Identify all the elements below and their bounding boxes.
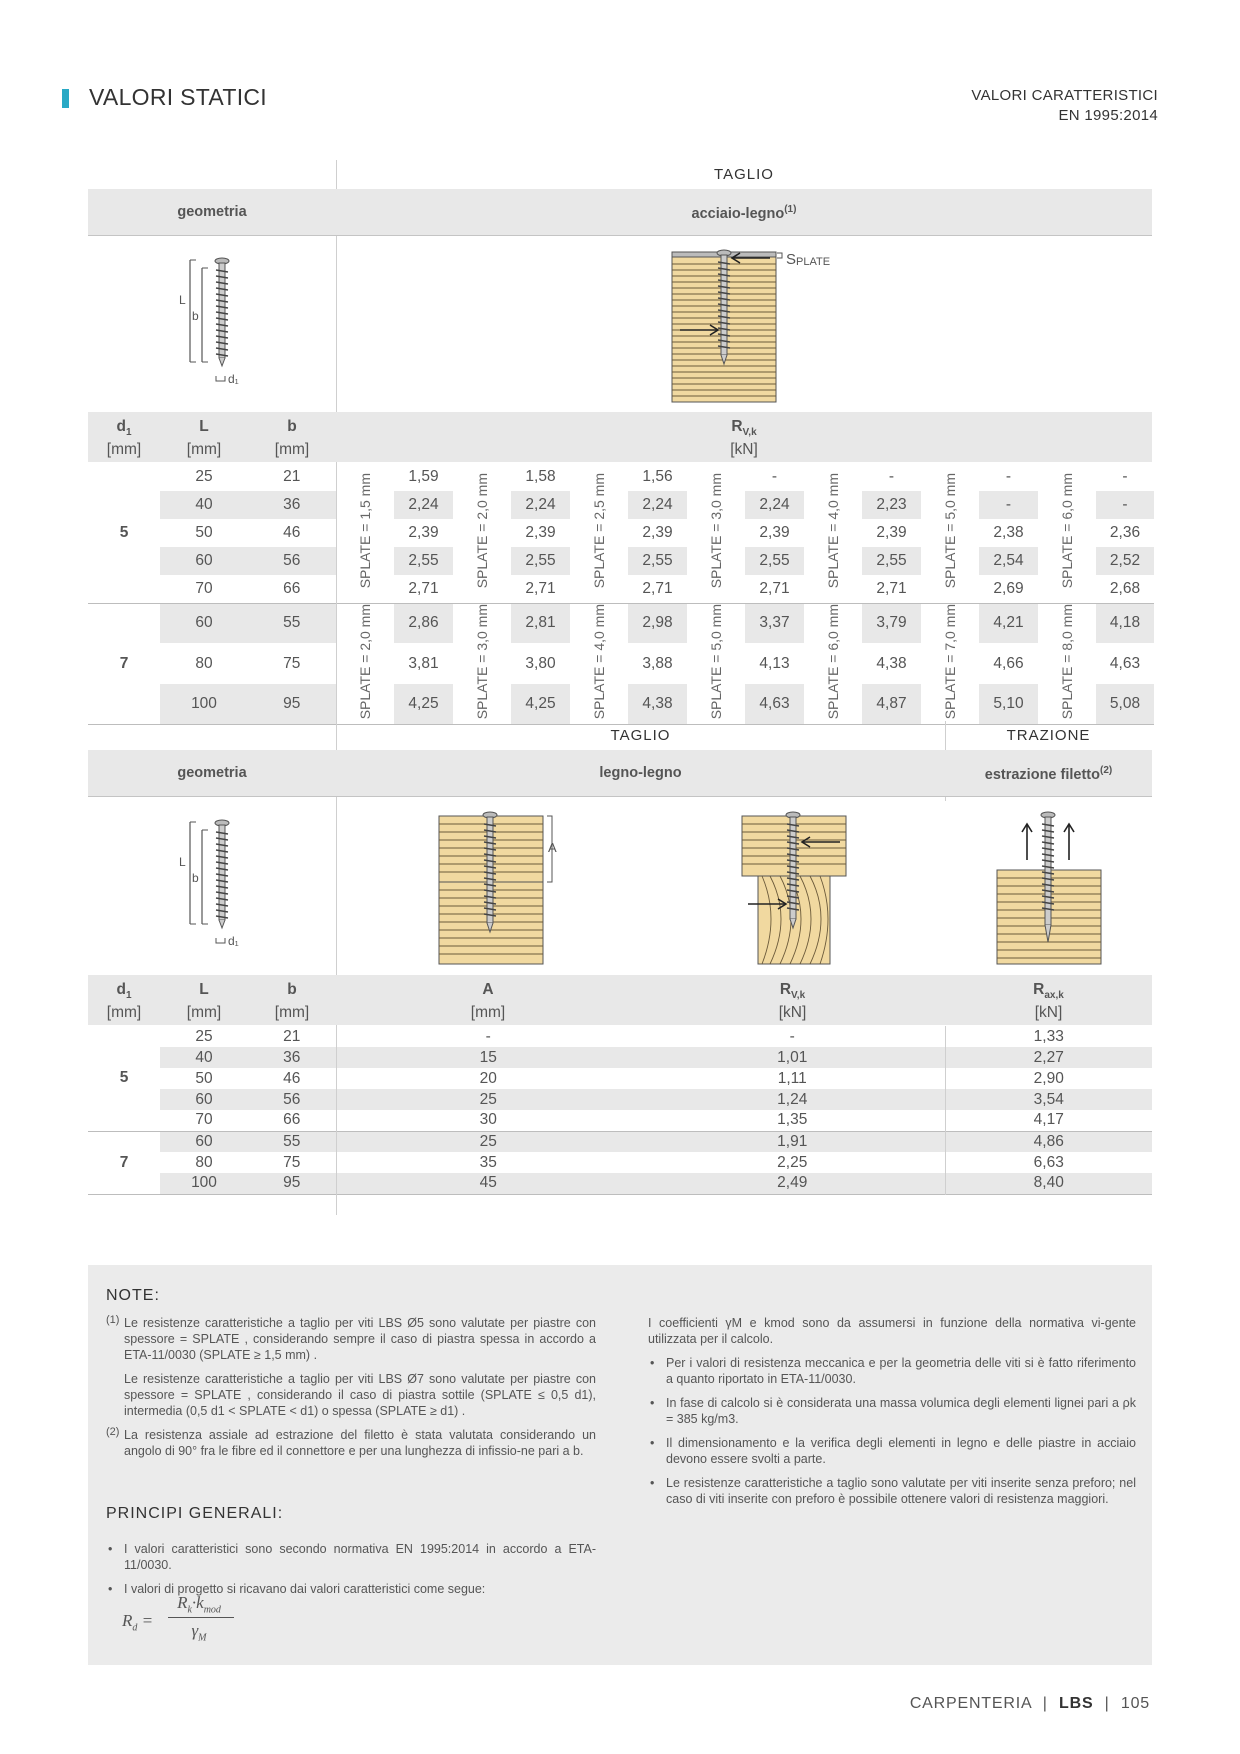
table-cell <box>570 603 628 724</box>
table-cell: 2,71 <box>525 579 556 597</box>
table-cell: 4,17 <box>945 1110 1152 1131</box>
table-cell: 2,71 <box>408 579 439 597</box>
splate-thickness-label: SPLATE = 6,0 mm <box>825 603 841 719</box>
table-cell: 60 <box>160 1089 248 1110</box>
t2-col-b-unit: [mm] <box>274 1004 310 1021</box>
t2-col-raxk-unit: [kN] <box>1034 1004 1063 1021</box>
table-cell <box>804 463 862 603</box>
table-cell: 2,71 <box>876 579 907 597</box>
t2-section-shear: TAGLIO <box>610 727 671 744</box>
table-cell: 2,68 <box>1109 579 1141 597</box>
splate-thickness-label: SPLATE = 4,0 mm <box>591 603 607 719</box>
t1-col-L: L <box>199 418 209 435</box>
table-cell: 4,66 <box>993 654 1024 672</box>
table-cell: 7 <box>88 603 160 724</box>
table-cell: 25 <box>195 468 213 485</box>
table-cell <box>921 463 979 603</box>
table-cell: 15 <box>336 1047 640 1068</box>
table-cell: 25 <box>336 1131 640 1152</box>
t2-col-b: b <box>287 981 297 998</box>
table-cell: 2,23 <box>862 491 921 519</box>
table-cell: 2,24 <box>394 491 453 519</box>
table-cell: 95 <box>248 684 336 724</box>
table-cell: 1,24 <box>640 1089 945 1110</box>
notes-panel <box>88 1265 1152 1665</box>
table-cell: 70 <box>195 1111 213 1129</box>
table-cell: 2,55 <box>628 547 687 575</box>
fig2-L-label: L <box>179 855 186 869</box>
splate-thickness-label: SPLATE = 2,0 mm <box>474 472 490 588</box>
table-cell: 100 <box>160 1173 248 1194</box>
fig2-d1-label: d₁ <box>228 934 239 948</box>
table-cell: 2,24 <box>511 491 570 519</box>
screw-geometry-figure-2 <box>170 810 260 952</box>
table-cell: 55 <box>248 603 336 643</box>
fig2-b-label: b <box>192 871 199 885</box>
table-cell: 25 <box>336 1089 640 1110</box>
header-norm: VALORI CARATTERISTICI EN 1995:2014 <box>971 87 1158 124</box>
page-title: VALORI STATICI <box>89 84 268 110</box>
table-cell: 46 <box>283 1069 301 1087</box>
table-cell: 66 <box>283 1111 301 1129</box>
splate-thickness-label: SPLATE = 2,0 mm <box>357 603 374 719</box>
table-cell: 4,87 <box>862 684 921 724</box>
t2-col-raxk: $R_{ax,k}$ <box>1033 981 1064 1002</box>
table-cell: 1,11 <box>777 1069 807 1087</box>
table-cell: 36 <box>248 1047 336 1068</box>
note-1: (1) Le resistenze caratteristiche a taglio per viti LBS Ø5 sono valutate per piastre con spessore = SPLATE , considerando sempre il caso di piastra spessa in accordo a ETA-11/0030 (SPLATE ≥ 1,5 mm) . Le resistenze caratteristiche a taglio per viti LBS Ø7 sono valutate per piastre con spessore = SPLATE , considerando il caso di piastra sottile (SPLATE ≤ 0,5 d1), intermedia (0,5 d1 < SPLATE < d1) o spessa (SPLATE ≥ d1) . <box>106 1314 596 1418</box>
table-cell: 5,10 <box>979 684 1038 724</box>
table-cell <box>336 603 394 724</box>
table-cell: 1,59 <box>408 468 439 485</box>
table-cell: 4,63 <box>745 684 804 724</box>
table-cell: 1,91 <box>640 1131 945 1152</box>
table-cell: 4,18 <box>1096 603 1154 643</box>
table-cell: 2,71 <box>759 579 790 597</box>
table-cell: 2,55 <box>511 547 570 575</box>
note-right-item: • In fase di calcolo si è considerata una massa volumica degli elementi lignei pari a ρk = 385 kg/m3. <box>650 1396 1136 1426</box>
table-cell: 55 <box>248 1131 336 1152</box>
table-cell: 2,81 <box>511 603 570 643</box>
table-cell: 3,80 <box>525 654 556 672</box>
splate-thickness-label: SPLATE = 6,0 mm <box>1059 472 1075 588</box>
t2-section-tension: TRAZIONE <box>1006 727 1091 744</box>
table-cell: - <box>771 468 778 485</box>
table-cell: 8,40 <box>945 1173 1152 1194</box>
t2-subheader <box>88 750 1152 797</box>
table-cell: 2,55 <box>394 547 453 575</box>
table-cell: 2,36 <box>1109 524 1141 541</box>
table-cell: - <box>1096 491 1154 519</box>
table-cell: 7 <box>88 1131 160 1194</box>
note-right-item: • Le resistenze caratteristiche a taglio sono valutate per viti inserite senza preforo; nel caso di viti inserite con preforo è possibile ottenere valori di resistenza maggiori. <box>650 1476 1136 1506</box>
table-cell <box>453 603 511 724</box>
t2-row <box>88 1152 1152 1173</box>
table-cell: 2,71 <box>642 579 673 597</box>
table-cell: 1,58 <box>525 468 556 485</box>
table-cell: 4,13 <box>759 654 790 672</box>
table-cell: 2,55 <box>862 547 921 575</box>
t2-row <box>88 1068 1152 1089</box>
table-cell: 25 <box>195 1027 213 1045</box>
t1-col-rvk-unit: [kN] <box>730 441 758 458</box>
splate-thickness-label: SPLATE = 3,0 mm <box>708 472 724 588</box>
table-cell: 3,37 <box>745 603 804 643</box>
table-cell: 5 <box>88 463 160 603</box>
t1-table <box>88 463 1154 725</box>
table-cell: 56 <box>248 547 336 575</box>
splate-thickness-label: SPLATE = 5,0 mm <box>942 472 958 588</box>
t2-row <box>88 1173 1152 1194</box>
note-right-item: • Il dimensionamento e la verifica degli elementi in legno e delle piastre in acciaio devono essere svolti a parte. <box>650 1436 1136 1466</box>
t1-geometry-label: geometria <box>177 204 247 220</box>
table-cell: 66 <box>283 579 301 597</box>
t2-table <box>88 1026 1152 1195</box>
table-cell: 60 <box>160 547 248 575</box>
table-cell: 35 <box>336 1152 640 1173</box>
note-right-intro: I coefficienti γM e kmod sono da assumersi in funzione della normativa vi-gente utilizzata per il calcolo. <box>648 1316 1136 1346</box>
t2-row <box>88 1047 1152 1068</box>
t2-col-L-unit: [mm] <box>186 1004 222 1021</box>
table-cell: 56 <box>248 1089 336 1110</box>
table-cell: 2,90 <box>945 1068 1152 1089</box>
table-cell: 5,08 <box>1096 684 1154 724</box>
table-cell: 3,54 <box>945 1089 1152 1110</box>
table-cell <box>687 463 745 603</box>
table-cell: 2,39 <box>876 524 907 541</box>
table-cell: 4,25 <box>511 684 570 724</box>
splate-thickness-label: SPLATE = 3,0 mm <box>474 603 490 719</box>
t2-col-L: L <box>199 981 209 998</box>
t2-row <box>88 1026 1152 1047</box>
screw-geometry-figure <box>170 248 260 390</box>
table-cell: 2,49 <box>640 1173 945 1194</box>
table-cell: - <box>789 1027 795 1045</box>
fig-d1-label: d₁ <box>228 372 239 386</box>
t2-row <box>88 1131 1152 1152</box>
table-cell: 2,25 <box>777 1153 808 1171</box>
table-cell: 2,27 <box>945 1047 1152 1068</box>
table-cell: 4,86 <box>945 1131 1152 1152</box>
t1-col-d1: $d_1$ <box>116 418 132 439</box>
table-cell: 95 <box>248 1173 336 1194</box>
table-cell: 60 <box>160 1131 248 1152</box>
table-cell: 20 <box>336 1068 640 1089</box>
table-cell: 4,25 <box>394 684 453 724</box>
splate-thickness-label: SPLATE = 5,0 mm <box>708 603 724 719</box>
t2-geometry-label: geometria <box>177 765 247 781</box>
table-cell: 100 <box>160 684 248 724</box>
t1-col-b: b <box>287 418 297 435</box>
table-cell: 2,24 <box>628 491 687 519</box>
table-cell: 2,69 <box>993 579 1024 597</box>
t1-col-L-unit: [mm] <box>186 441 222 458</box>
note-right-item: • Per i valori di resistenza meccanica e per la geometria delle viti si è fatto riferimento a quanto riportato in ETA-11/0030. <box>650 1356 1136 1386</box>
splate-label: SPLATE <box>786 251 831 268</box>
table-cell <box>570 463 628 603</box>
table-cell: 2,24 <box>745 491 804 519</box>
table-cell: 3,88 <box>642 654 673 672</box>
page-footer: CARPENTERIA | LBS | 105 <box>909 1695 1150 1712</box>
steel-wood-shear-figure <box>670 246 850 406</box>
fig-b-label: b <box>192 309 199 323</box>
table-cell: 2,54 <box>979 547 1038 575</box>
table-cell: 2,52 <box>1096 547 1154 575</box>
t2-col-A-unit: [mm] <box>470 1004 506 1021</box>
title-accent-bar <box>62 89 69 108</box>
splate-thickness-label: SPLATE = 4,0 mm <box>825 472 841 588</box>
table-cell: 75 <box>283 654 301 672</box>
t1-subheader <box>88 189 1152 236</box>
table-cell: 4,38 <box>876 654 907 672</box>
general-principles-title: PRINCIPI GENERALI: <box>106 1505 284 1522</box>
fig-L-label: L <box>179 293 186 307</box>
table-cell: 80 <box>195 1153 213 1171</box>
table-cell: - <box>1005 468 1012 485</box>
table-cell: 1,33 <box>945 1026 1152 1047</box>
splate-thickness-label: SPLATE = 2,5 mm <box>591 472 607 588</box>
t1-col-d1-unit: [mm] <box>106 441 142 458</box>
wood-wood-perpendicular-figure <box>740 808 860 968</box>
t1-col-b-unit: [mm] <box>274 441 310 458</box>
table-cell: 4,21 <box>979 603 1038 643</box>
table-cell: - <box>1122 468 1128 485</box>
t1-steel-wood-label: acciaio-legno$^{(1)}$ <box>691 204 797 222</box>
table-cell: 5 <box>88 1026 160 1131</box>
t2-row <box>88 1110 1152 1131</box>
table-cell <box>921 603 979 724</box>
table-cell: 3,81 <box>408 654 439 672</box>
table-cell <box>1038 603 1096 724</box>
fig-A-label: A <box>548 840 557 855</box>
table-cell: 46 <box>283 524 301 541</box>
table-cell: 2,55 <box>745 547 804 575</box>
principle-item: • I valori di progetto si ricavano dai valori caratteristici come segue: <box>108 1582 486 1596</box>
table-cell: 40 <box>160 491 248 519</box>
table-cell <box>687 603 745 724</box>
table-cell: 1,01 <box>640 1047 945 1068</box>
t2-col-A: A <box>482 981 494 998</box>
table-cell: 1,56 <box>642 468 673 485</box>
t2-row <box>88 1089 1152 1110</box>
splate-thickness-label: SPLATE = 1,5 mm <box>357 472 374 588</box>
thread-withdrawal-figure <box>995 808 1105 968</box>
t1-row <box>88 463 1154 491</box>
table-cell: 80 <box>195 654 213 672</box>
notes-right-list <box>648 1315 1136 1507</box>
table-cell: 2,39 <box>642 524 673 541</box>
note-2: (2) La resistenza assiale ad estrazione del filetto è stata valutata considerando un angolo di 90° fra le fibre ed il connettore e per una lunghezza di infissio-ne pari a b. <box>106 1426 596 1458</box>
table-cell: - <box>336 1026 640 1047</box>
table-cell: 36 <box>248 491 336 519</box>
t2-col-rvk-unit: [kN] <box>778 1004 807 1021</box>
table-cell: 70 <box>195 579 213 597</box>
t2-col-header <box>88 975 1152 1025</box>
t2-col-d1: $d_1$ <box>116 981 132 1002</box>
principle-item: • I valori caratteristici sono secondo normativa EN 1995:2014 in accordo a ETA-11/0030. <box>108 1542 596 1572</box>
table-cell: 4,63 <box>1109 654 1141 672</box>
table-cell: 30 <box>336 1110 640 1131</box>
table-cell: 2,39 <box>408 524 439 541</box>
wood-wood-overlap-figure <box>437 808 567 968</box>
table-cell: 3,79 <box>862 603 921 643</box>
table-cell: 40 <box>160 1047 248 1068</box>
table-cell: 6,63 <box>945 1152 1152 1173</box>
splate-thickness-label: SPLATE = 8,0 mm <box>1059 603 1075 719</box>
table-cell: 4,38 <box>628 684 687 724</box>
table-cell: 1,35 <box>777 1111 808 1129</box>
notes-title: NOTE: <box>106 1287 160 1304</box>
table-cell: 2,39 <box>759 524 790 541</box>
table-cell: 60 <box>160 603 248 643</box>
t1-col-header <box>88 412 1152 462</box>
general-principles-list <box>106 1541 596 1597</box>
table-cell: 45 <box>336 1173 640 1194</box>
table-cell: - <box>979 491 1038 519</box>
t2-wood-wood-label: legno-legno <box>599 765 682 781</box>
table-cell: 2,98 <box>628 603 687 643</box>
table-cell <box>336 463 394 603</box>
splate-thickness-label: SPLATE = 7,0 mm <box>942 603 958 719</box>
table-cell: 75 <box>283 1153 301 1171</box>
t2-thread-withdrawal-label: estrazione filetto$^{(2)}$ <box>984 765 1113 783</box>
t1-row <box>88 603 1154 643</box>
table-cell: 2,86 <box>394 603 453 643</box>
table-cell <box>804 603 862 724</box>
table-cell: 50 <box>195 1069 213 1087</box>
t2-col-rvk: $R_{V,k}$ <box>779 981 806 1002</box>
table-cell: 2,38 <box>993 524 1024 541</box>
t2-col-d1-unit: [mm] <box>106 1004 142 1021</box>
table-cell: 50 <box>195 524 213 541</box>
table-cell: - <box>888 468 895 485</box>
t1-col-rvk: $R_{V,k}$ <box>731 418 757 439</box>
table-cell: 21 <box>283 468 301 485</box>
table-cell: 2,39 <box>525 524 556 541</box>
table-cell <box>453 463 511 603</box>
table-cell: 21 <box>283 1027 301 1045</box>
design-formula: $R_d$ = $R_k\cdot k_{mod}$ $\gamma_M$ <box>122 1593 252 1649</box>
t1-section-title: TAGLIO <box>714 166 774 183</box>
table-cell <box>1038 463 1096 603</box>
